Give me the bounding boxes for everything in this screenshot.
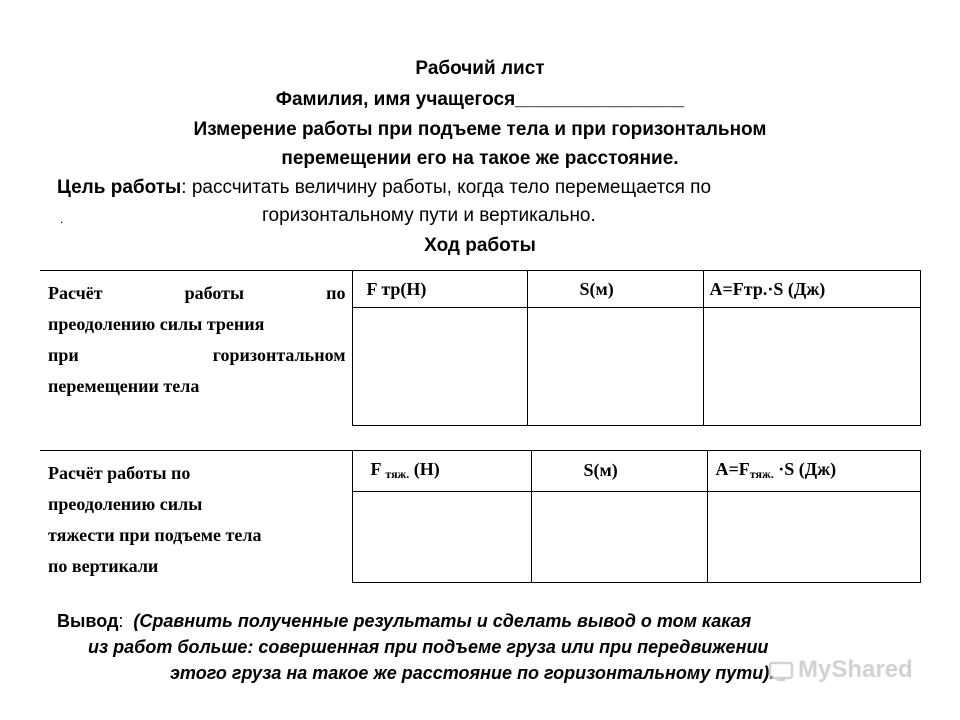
conclusion-label: Вывод	[57, 611, 119, 631]
goal-label: Цель работы	[57, 177, 182, 198]
goal-line-1	[57, 177, 711, 199]
conclusion-text-1: (Сравнить полученные результаты и сделать вывод о том какая	[133, 611, 752, 631]
header-distance-2: S(м)	[531, 451, 707, 492]
conclusion-line-1: Вывод: (Сравнить полученные результаты и сделать вывод о том какая	[57, 611, 752, 631]
conclusion-text-2: из работ больше: совершенная при подъеме груза или при передвижении	[88, 637, 769, 657]
watermark: MyShared	[768, 656, 913, 684]
header-distance: S(м)	[527, 271, 703, 308]
cell-gravity-force[interactable]	[352, 491, 531, 582]
worksheet-title: Рабочий лист	[415, 58, 545, 79]
friction-work-table	[40, 270, 921, 426]
student-name-line: Фамилия, имя учащегося________________	[275, 89, 685, 110]
watermark-icon	[768, 660, 794, 682]
goal-line-2: горизонтальному пути и вертикально.	[262, 205, 596, 226]
topic-line-2: перемещении его на такое же расстояние.	[281, 148, 679, 169]
header-work-2: А=Fтяж. ·S (Дж)	[707, 451, 920, 492]
header-gravity-force: F тяж. (Н)	[352, 451, 531, 492]
header-work: А=Fтр.·S (Дж)	[703, 271, 920, 308]
cell-distance-2[interactable]	[531, 491, 707, 582]
header-friction-force: F тр(Н)	[352, 271, 527, 308]
gravity-work-table	[40, 450, 921, 583]
cell-friction-force[interactable]	[352, 308, 527, 426]
cell-work[interactable]	[703, 308, 920, 426]
stray-dot: .	[60, 212, 64, 226]
cell-work-2[interactable]	[707, 491, 920, 582]
cell-distance[interactable]	[527, 308, 703, 426]
friction-row-label: Расчёт работы по преодолению силы трения при горизонтальном перемещении тела	[40, 271, 352, 426]
conclusion-text-3: этого груза на такое же расстояние по горизонтальному пути).	[170, 663, 775, 683]
goal-text-1: : рассчитать величину работы, когда тело перемещается по	[181, 177, 712, 198]
topic-line-1: Измерение работы при подъеме тела и при горизонтальном	[193, 119, 767, 140]
progress-title: Ход работы	[424, 235, 536, 256]
gravity-row-label: Расчёт работы по преодолению силы тяжести при подъеме тела по вертикали	[40, 451, 352, 583]
